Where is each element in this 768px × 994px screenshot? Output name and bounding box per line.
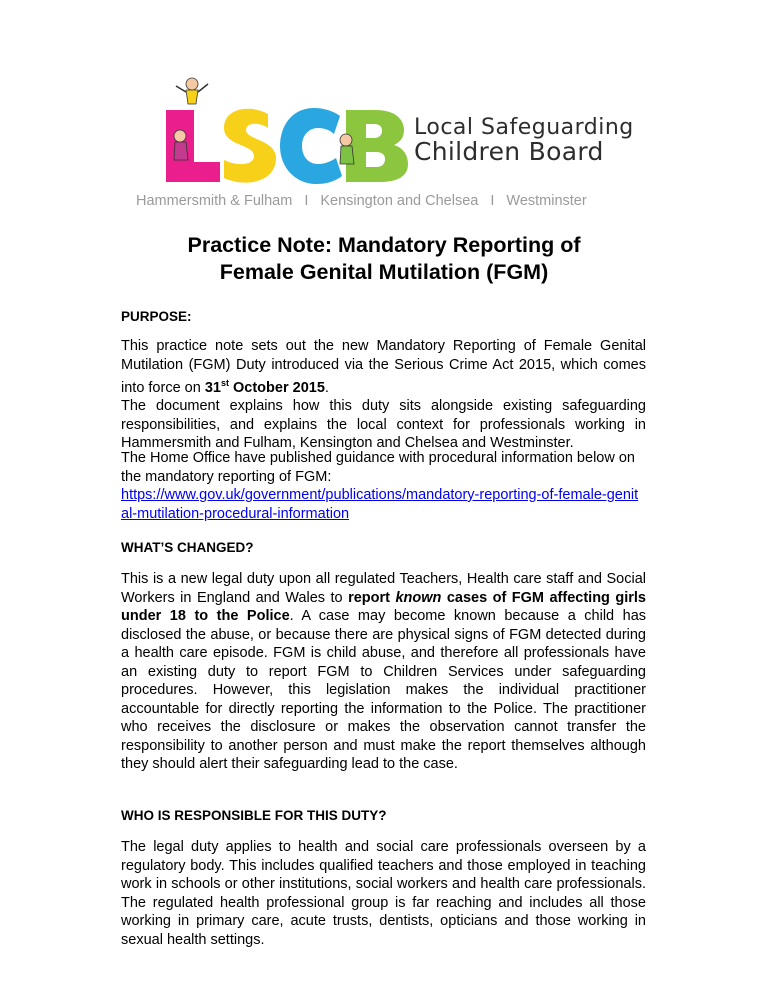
logo-letter-b	[346, 110, 408, 182]
whats-changed-paragraph: This is a new legal duty upon all regulated Teachers, Health care staff and Social Workers in England and Wales to report known cases of FGM affecting girls under 18 to the Police. A case may become known because a child has disclosed the abuse, or because there are physical signs of FGM detected during a health care episode. FGM is child abuse, and therefore all professionals have an existing duty to report FGM to Children Services under safeguarding procedures. However, this legislation makes the individual practitioner accountable for directly reporting the information to the Police. The practitioner who receives the disclosure or makes the observation cannot transfer the responsibility to another person and must make the report themselves although they should alert their safeguarding lead to the case.	[121, 571, 647, 772]
logo-boroughs	[136, 193, 636, 209]
child-figure-left	[174, 130, 188, 160]
purpose-text: This practice note sets out the new Mandatory Reporting of Female Genital Mutilation (FGM) Duty introduced via the Serious Crime Act 2015, which comes into force on	[121, 338, 646, 396]
borough-1: Hammersmith & Fulham	[136, 193, 293, 209]
borough-separator-1: I	[304, 193, 309, 209]
logo-board-name	[414, 116, 634, 165]
borough-separator-2: I	[490, 193, 495, 209]
borough-3: Westminster	[506, 193, 587, 209]
purpose-date: 31st October 2015	[204, 378, 325, 396]
logo-letter-s	[224, 109, 276, 183]
logo-name-line2: Children Board	[414, 137, 604, 167]
whats-changed-heading: WHAT’S CHANGED?	[121, 540, 254, 555]
title-line-2: Female Genital Mutilation (FGM)	[219, 260, 549, 284]
lscb-letters-graphic	[150, 70, 420, 190]
home-office-text: The Home Office have published guidance with procedural information below on the mandatory reporting of FGM:	[121, 450, 635, 485]
home-office-paragraph	[121, 449, 646, 523]
who-responsible-paragraph: The legal duty applies to health and social care professionals overseen by a regulatory body. This includes qualified teachers and those employed in teaching work in schools or other institutions, social workers and health care professionals. The regulated health professional group is far reaching and includes all those working in primary care, acute trusts, dentists, opticians and those working in sexual health settings.	[121, 839, 646, 948]
logo-letter-l	[166, 110, 220, 182]
child-figure-right	[340, 134, 354, 164]
borough-2: Kensington and Chelsea	[320, 193, 479, 209]
page-title	[60, 232, 708, 286]
guidance-link[interactable]: https://www.gov.uk/government/publications/mandatory-reporting-of-female-genital-mutilation-procedural-information	[121, 487, 639, 522]
purpose-heading: PURPOSE:	[121, 309, 192, 324]
child-figure-top	[176, 78, 208, 104]
duty-emphasis: report known cases of FGM affecting girls under 18 to the Police	[121, 589, 646, 624]
title-line-1: Practice Note: Mandatory Reporting of	[187, 233, 581, 257]
logo-letter-c	[280, 108, 342, 184]
logo-name-line1: Local Safeguarding	[414, 115, 634, 140]
purpose-paragraph: This practice note sets out the new Mandatory Reporting of Female Genital Mutilation (FGM) Duty introduced via the Serious Crime Act 2015, which comes into force on 31st October 2015. The document explains how this duty sits alongside existing safeguarding responsibilities, and explains the local context for professionals working in Hammersmith and Fulham, Kensington and Chelsea and Westminster.	[121, 338, 646, 452]
purpose-explanation: The document explains how this duty sits alongside existing safeguarding responsibilities, and explains the local context for professionals working in Hammersmith and Fulham, Kensington and Chelsea and Westminster.	[121, 398, 646, 452]
who-responsible-heading: WHO IS RESPONSIBLE FOR THIS DUTY?	[121, 808, 387, 823]
